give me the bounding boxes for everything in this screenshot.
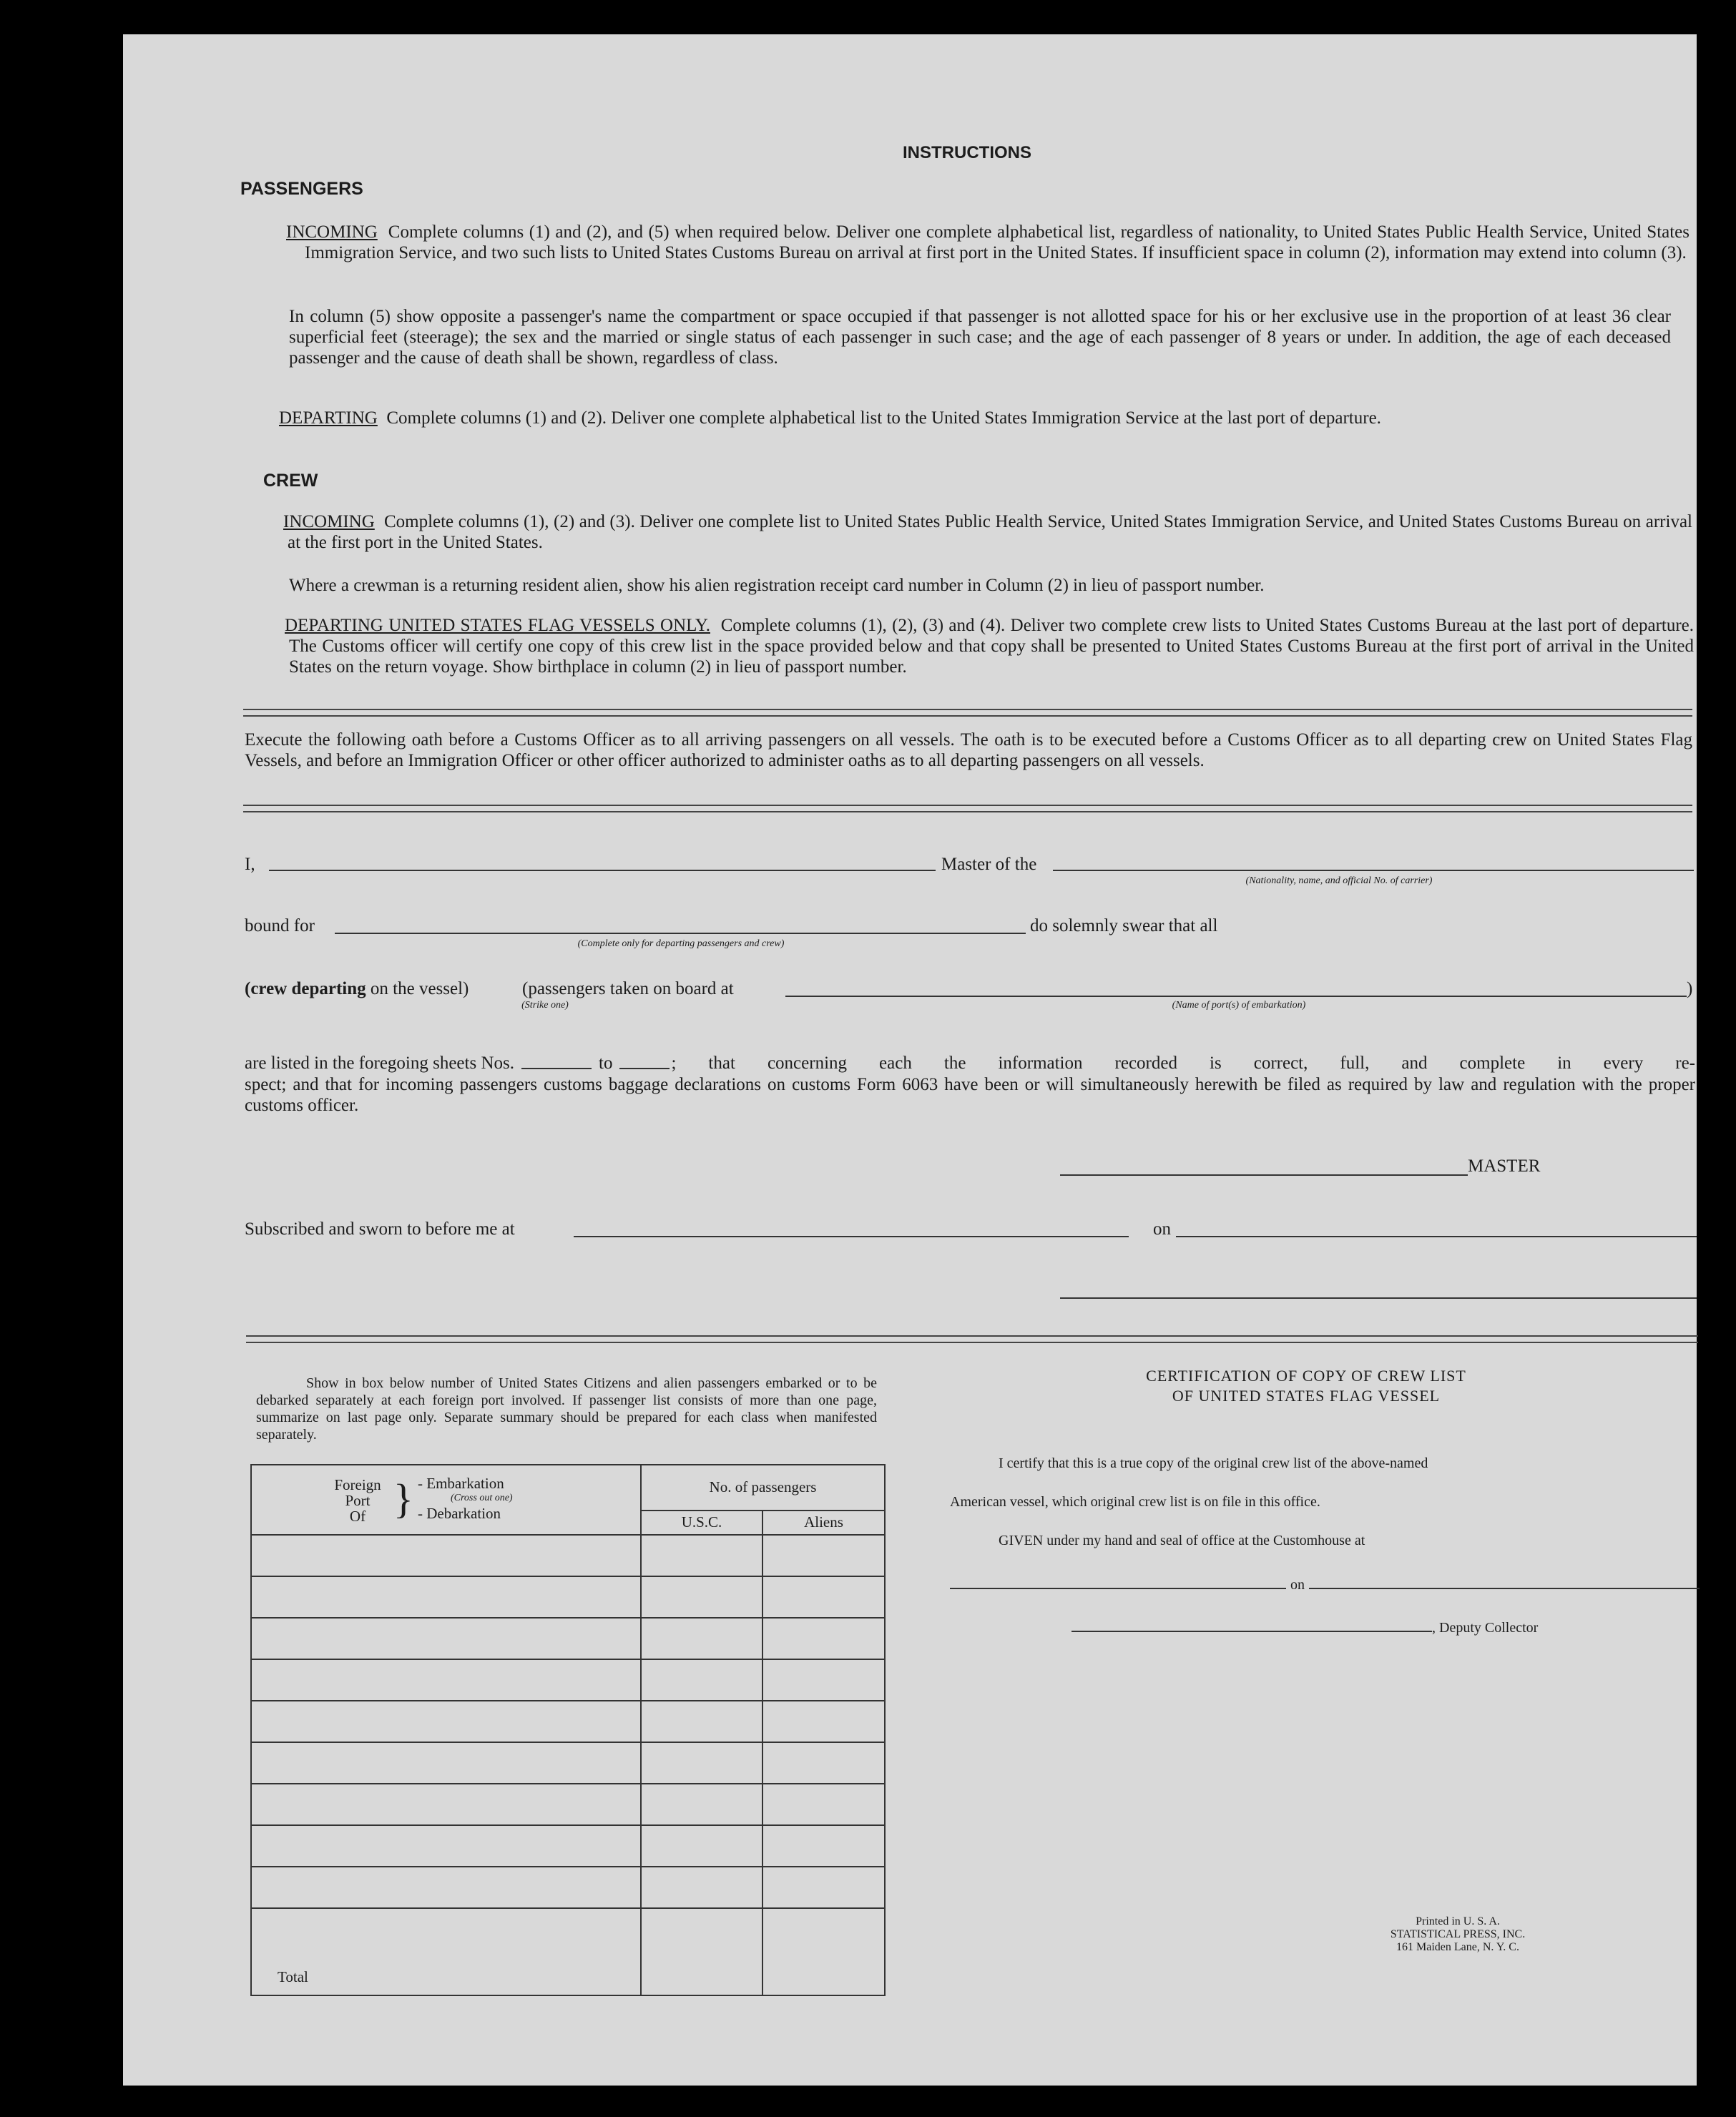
certify-line-1: I certify that this is a true copy of the original crew list of the above-named	[999, 1455, 1428, 1471]
bound-for-label: bound for	[245, 916, 315, 935]
crew-resident-text: Where a crewman is a returning resident alien, show his alien registration receipt card number in Column (2) in lieu of passport number.	[289, 576, 1265, 595]
total-label: Total	[252, 1908, 641, 1995]
table-row[interactable]	[252, 1618, 641, 1659]
certification-title-1: CERTIFICATION OF COPY OF CREW LIST	[1146, 1367, 1466, 1385]
total-usc-cell[interactable]	[641, 1908, 762, 1995]
carrier-field[interactable]	[1053, 870, 1694, 871]
crew-departing-label: (crew departing	[245, 979, 366, 998]
foreign-port-header	[252, 1465, 641, 1535]
cross-out-caption: (Cross out one)	[451, 1493, 513, 1503]
port-caption: (Name of port(s) of embarkation)	[1172, 1000, 1306, 1011]
table-cell[interactable]	[762, 1618, 884, 1659]
nationality-caption: (Nationality, name, and official No. of carrier)	[1245, 875, 1433, 886]
crew-incoming-text: Complete columns (1), (2) and (3). Deliver one complete list to United States Public Health Service, United States Immigration Service, and United States Customs Bureau on arrival at the first port in the United States.	[288, 512, 1692, 552]
listed-to: to	[599, 1053, 613, 1073]
customhouse-field[interactable]	[950, 1588, 1286, 1589]
listed-text-3: spect; and that for incoming passengers customs baggage declarations on customs Form 6063 have been or will simultaneously herewith be filed as required by law and regulation with the proper customs officer.	[245, 1075, 1695, 1115]
divider	[243, 805, 1692, 812]
table-row[interactable]	[252, 1784, 641, 1825]
printer-imprint	[1343, 1915, 1572, 1954]
crew-departing-text: Complete columns (1), (2), (3) and (4). Deliver two complete crew lists to United States Customs Bureau at the last port of departure. The Customs officer will certify one copy of this crew list in the space provided below and that copy shall be presented to United States Customs Bureau at the first port of arrival in the United States on the return voyage. Show birthplace in column (2) in lieu of passport number.	[289, 616, 1695, 677]
complete-only-caption: (Complete only for departing passengers and crew)	[577, 938, 785, 949]
table-cell[interactable]	[762, 1659, 884, 1701]
table-row[interactable]	[252, 1659, 641, 1701]
listed-line	[245, 1053, 1695, 1074]
certification-title	[1043, 1366, 1569, 1406]
instructions-title: INSTRUCTIONS	[903, 143, 1031, 162]
printer-line-1: Printed in U. S. A.	[1416, 1915, 1500, 1927]
table-row[interactable]	[252, 1867, 641, 1908]
table-cell[interactable]	[641, 1825, 762, 1867]
crew-departing-paragraph	[266, 615, 1694, 677]
table-cell[interactable]	[641, 1867, 762, 1908]
table-cell[interactable]	[762, 1576, 884, 1618]
col-port: Port	[345, 1492, 371, 1509]
passengers-incoming-paragraph	[286, 222, 1690, 263]
master-signature-field[interactable]	[1060, 1174, 1468, 1176]
aliens-header: Aliens	[762, 1511, 884, 1535]
table-cell[interactable]	[641, 1701, 762, 1742]
passengers-heading: PASSENGERS	[240, 179, 363, 199]
sworn-at-field[interactable]	[574, 1236, 1129, 1237]
col-foreign: Foreign	[334, 1476, 381, 1493]
master-name-field[interactable]	[269, 870, 936, 871]
table-row[interactable]	[252, 1535, 641, 1576]
table-cell[interactable]	[641, 1659, 762, 1701]
subscribed-label: Subscribed and sworn to before me at	[245, 1219, 515, 1239]
certify-line-2: American vessel, which original crew list is on file in this office.	[950, 1494, 1320, 1510]
close-paren: )	[1687, 979, 1693, 998]
no-passengers-header: No. of passengers	[641, 1465, 884, 1511]
table-cell[interactable]	[641, 1742, 762, 1784]
crew-departing-option[interactable]	[245, 978, 469, 999]
crew-heading: CREW	[263, 471, 318, 491]
table-cell[interactable]	[762, 1535, 884, 1576]
table-cell[interactable]	[641, 1784, 762, 1825]
crew-departing-label: DEPARTING UNITED STATES FLAG VESSELS ONLY.	[285, 616, 710, 635]
passengers-departing-label: DEPARTING	[279, 408, 378, 428]
passengers-column5-text: In column (5) show opposite a passenger's name the compartment or space occupied if that passenger is not allotted space for his or her exclusive use in the proportion of at least 36 clear superficial feet (steerage); the sex and the married or single status of each passenger in such case; and the age of each passenger of 8 years or under. In addition, the age of each deceased passenger and the cause of death shall be shown, regardless of class.	[289, 307, 1671, 368]
printer-line-2: STATISTICAL PRESS, INC.	[1390, 1928, 1526, 1940]
crew-incoming-label: INCOMING	[283, 512, 375, 531]
given-line: GIVEN under my hand and seal of office at the Customhouse at	[999, 1533, 1365, 1548]
master-label: MASTER	[1468, 1156, 1541, 1176]
officer-signature-field[interactable]	[1060, 1297, 1697, 1299]
usc-header: U.S.C.	[641, 1511, 762, 1535]
divider	[246, 1335, 1698, 1343]
on-vessel-label: on the vessel)	[370, 979, 469, 998]
cert-date-field[interactable]	[1309, 1588, 1700, 1589]
total-aliens-cell[interactable]	[762, 1908, 884, 1995]
form-page	[123, 34, 1697, 2086]
table-cell[interactable]	[641, 1535, 762, 1576]
oath-intro: Execute the following oath before a Customs Officer as to all arriving passengers on all vessels. The oath is to be executed before a Customs Officer as to all departing crew on United States Flag Vessels, and before an Immigration Officer or other officer authorized to administer oaths as to all departing passengers on all vessels.	[245, 730, 1692, 770]
passengers-departing-paragraph	[266, 408, 1691, 428]
oath-i-label: I,	[245, 855, 255, 874]
table-cell[interactable]	[762, 1825, 884, 1867]
table-row[interactable]	[252, 1742, 641, 1784]
sheet-from-field[interactable]	[521, 1068, 592, 1069]
sworn-on-label: on	[1153, 1219, 1171, 1239]
deputy-collector-signature-field[interactable]	[1071, 1631, 1432, 1632]
deputy-collector-label: , Deputy Collector	[1432, 1620, 1539, 1636]
table-cell[interactable]	[762, 1867, 884, 1908]
table-row[interactable]	[252, 1701, 641, 1742]
embarkation-option[interactable]: - Embarkation	[418, 1475, 504, 1492]
swear-label: do solemnly swear that all	[1030, 916, 1218, 935]
sheet-to-field[interactable]	[619, 1068, 670, 1069]
crew-incoming-paragraph	[266, 511, 1692, 553]
brace-icon: }	[393, 1475, 413, 1522]
passenger-summary-table	[250, 1464, 886, 1996]
passengers-taken-label[interactable]: (passengers taken on board at	[522, 979, 734, 998]
divider	[243, 709, 1692, 717]
passengers-incoming-text: Complete columns (1) and (2), and (5) when required below. Deliver one complete alphabetical list, regardless of nationality, to United States Public Health Service, United States Immigration Service, and two such lists to United States Customs Bureau on arrival at first port in the United States. If insufficient space in column (2), information may extend into column (3).	[305, 222, 1690, 262]
embarkation-port-field[interactable]	[785, 996, 1687, 997]
table-cell[interactable]	[762, 1701, 884, 1742]
passengers-departing-text: Complete columns (1) and (2). Deliver one complete alphabetical list to the United States Immigration Service at the last port of departure.	[386, 408, 1381, 428]
cert-on-label: on	[1290, 1577, 1305, 1593]
passengers-incoming-label: INCOMING	[286, 222, 378, 242]
table-cell[interactable]	[762, 1784, 884, 1825]
table-row[interactable]	[252, 1825, 641, 1867]
table-cell[interactable]	[762, 1742, 884, 1784]
bound-for-field[interactable]	[335, 933, 1026, 934]
master-of-label: Master of the	[941, 855, 1037, 874]
strike-caption: (Strike one)	[521, 1000, 569, 1011]
debarkation-option[interactable]: - Debarkation	[418, 1505, 501, 1522]
col-of: Of	[349, 1508, 366, 1525]
certification-title-2: OF UNITED STATES FLAG VESSEL	[1172, 1387, 1441, 1405]
table-cell[interactable]	[641, 1618, 762, 1659]
listed-text-2: ; that concerning each the information recorded is correct, full, and complete in every re-	[671, 1053, 1695, 1073]
printer-line-3: 161 Maiden Lane, N. Y. C.	[1396, 1941, 1519, 1953]
table-cell[interactable]	[641, 1576, 762, 1618]
table-row[interactable]	[252, 1576, 641, 1618]
listed-text-1: are listed in the foregoing sheets Nos.	[245, 1053, 514, 1073]
sworn-on-date-field[interactable]	[1176, 1236, 1697, 1237]
summary-instruction: Show in box below number of United States Citizens and alien passengers embarked or to be debarked separately at each foreign port involved. If passenger list consists of more than one page, summarize on last page only. Separate summary should be prepared for each class when manifested separately.	[256, 1375, 877, 1443]
